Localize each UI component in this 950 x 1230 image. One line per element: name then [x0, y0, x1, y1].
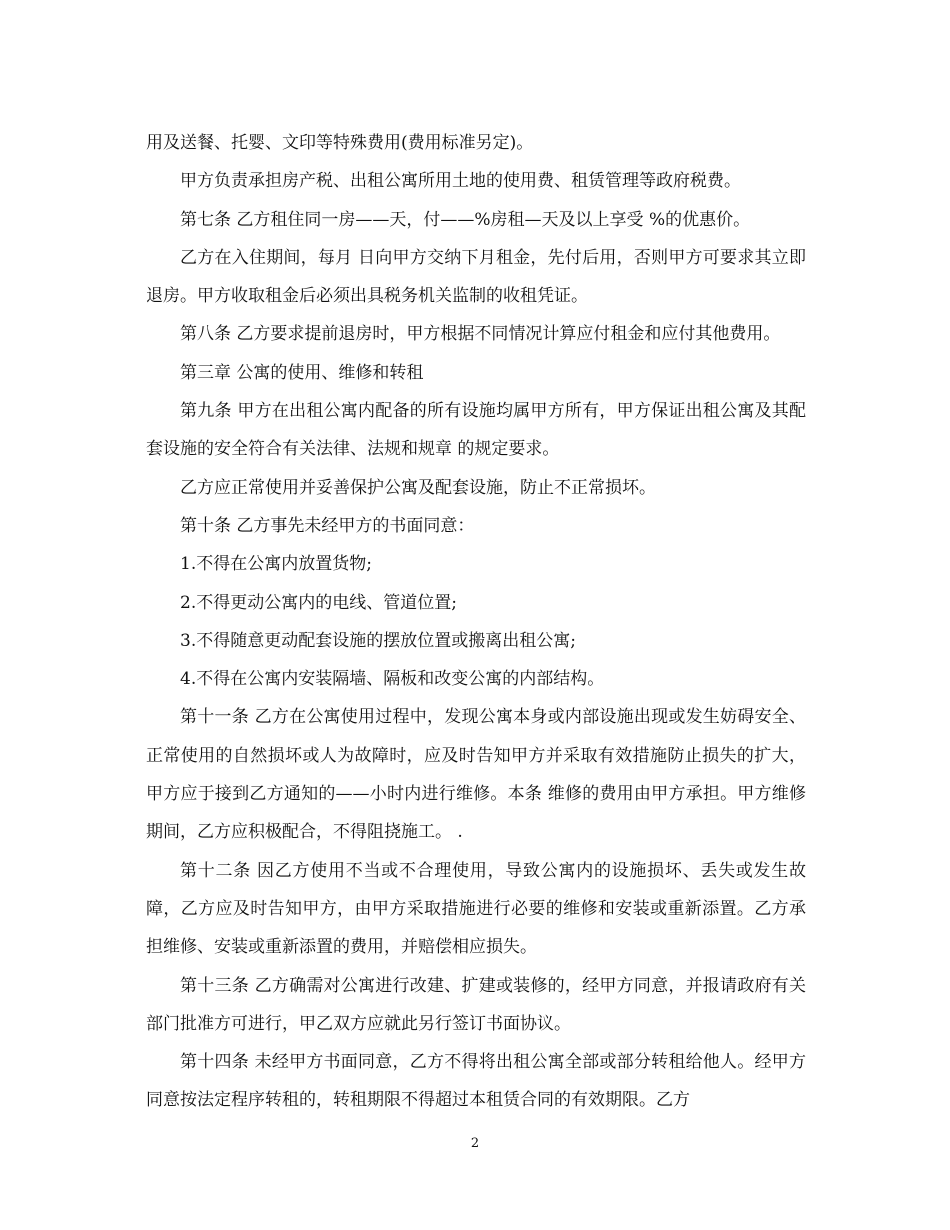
list-item: 2.不得更动公寓内的电线、管道位置; — [180, 592, 457, 613]
list-item: 4.不得在公寓内安装隔墙、隔板和改变公寓的内部结构。 — [180, 669, 605, 690]
document-body — [146, 124, 806, 1120]
paragraph: 甲方负责承担房产税、出租公寓所用土地的使用费、租赁管理等政府税费。 — [180, 171, 741, 192]
paragraph: 用及送餐、托婴、文印等特殊费用(费用标准另定)。 — [146, 133, 534, 153]
list-item: 1.不得在公寓内放置货物; — [180, 554, 372, 575]
paragraph: 第十三条 乙方确需对公寓进行改建、扩建或装修的，经甲方同意，并报请政府有关部门批准方可进行，甲乙双方应就此另行签订书面协议。 — [146, 975, 806, 1034]
chapter-heading: 第三章 公寓的使用、维修和转租 — [180, 362, 424, 383]
paragraph: 第八条 乙方要求提前退房时，甲方根据不同情况计算应付租金和应付其他费用。 — [180, 324, 781, 345]
paragraph: 第七条 乙方租住同一房——天，付——%房租—天及以上享受 %的优惠价。 — [180, 209, 751, 230]
list-item: 3.不得随意更动配套设施的摆放位置或搬离出租公寓; — [180, 630, 576, 651]
paragraph: 第十一条 乙方在公寓使用过程中，发现公寓本身或内部设施出现或发生妨碍安全、正常使用的自然损坏或人为故障时，应及时告知甲方并采取有效措施防止损失的扩大，甲方应于接到乙方通知的——小时内进行维修。本条 维修的费用由甲方承担。甲方维修期间，乙方应积极配合，不得阻挠施工。 . — [146, 707, 806, 843]
paragraph: 乙方应正常使用并妥善保护公寓及配套设施，防止不正常损坏。 — [180, 477, 656, 498]
paragraph: 第十二条 因乙方使用不当或不合理使用，导致公寓内的设施损坏、丢失或发生故障，乙方应及时告知甲方，由甲方采取措施进行必要的维修和安装或重新添置。乙方承担维修、安装或重新添置的费用，并赔偿相应损失。 — [146, 860, 806, 958]
page-number: 2 — [470, 1136, 480, 1151]
paragraph: 第十四条 未经甲方书面同意，乙方不得将出租公寓全部或部分转租给他人。经甲方同意按法定程序转租的，转租期限不得超过本租赁合同的有效期限。乙方 — [146, 1052, 806, 1111]
paragraph: 第九条 甲方在出租公寓内配备的所有设施均属甲方所有，甲方保证出租公寓及其配套设施的安全符合有关法律、法规和规章 的规定要求。 — [146, 401, 806, 460]
paragraph: 乙方在入住期间，每月 日向甲方交纳下月租金，先付后用，否则甲方可要求其立即退房。甲方收取租金后必须出具税务机关监制的收租凭证。 — [146, 247, 806, 307]
paragraph: 第十条 乙方事先未经甲方的书面同意： — [180, 515, 475, 536]
